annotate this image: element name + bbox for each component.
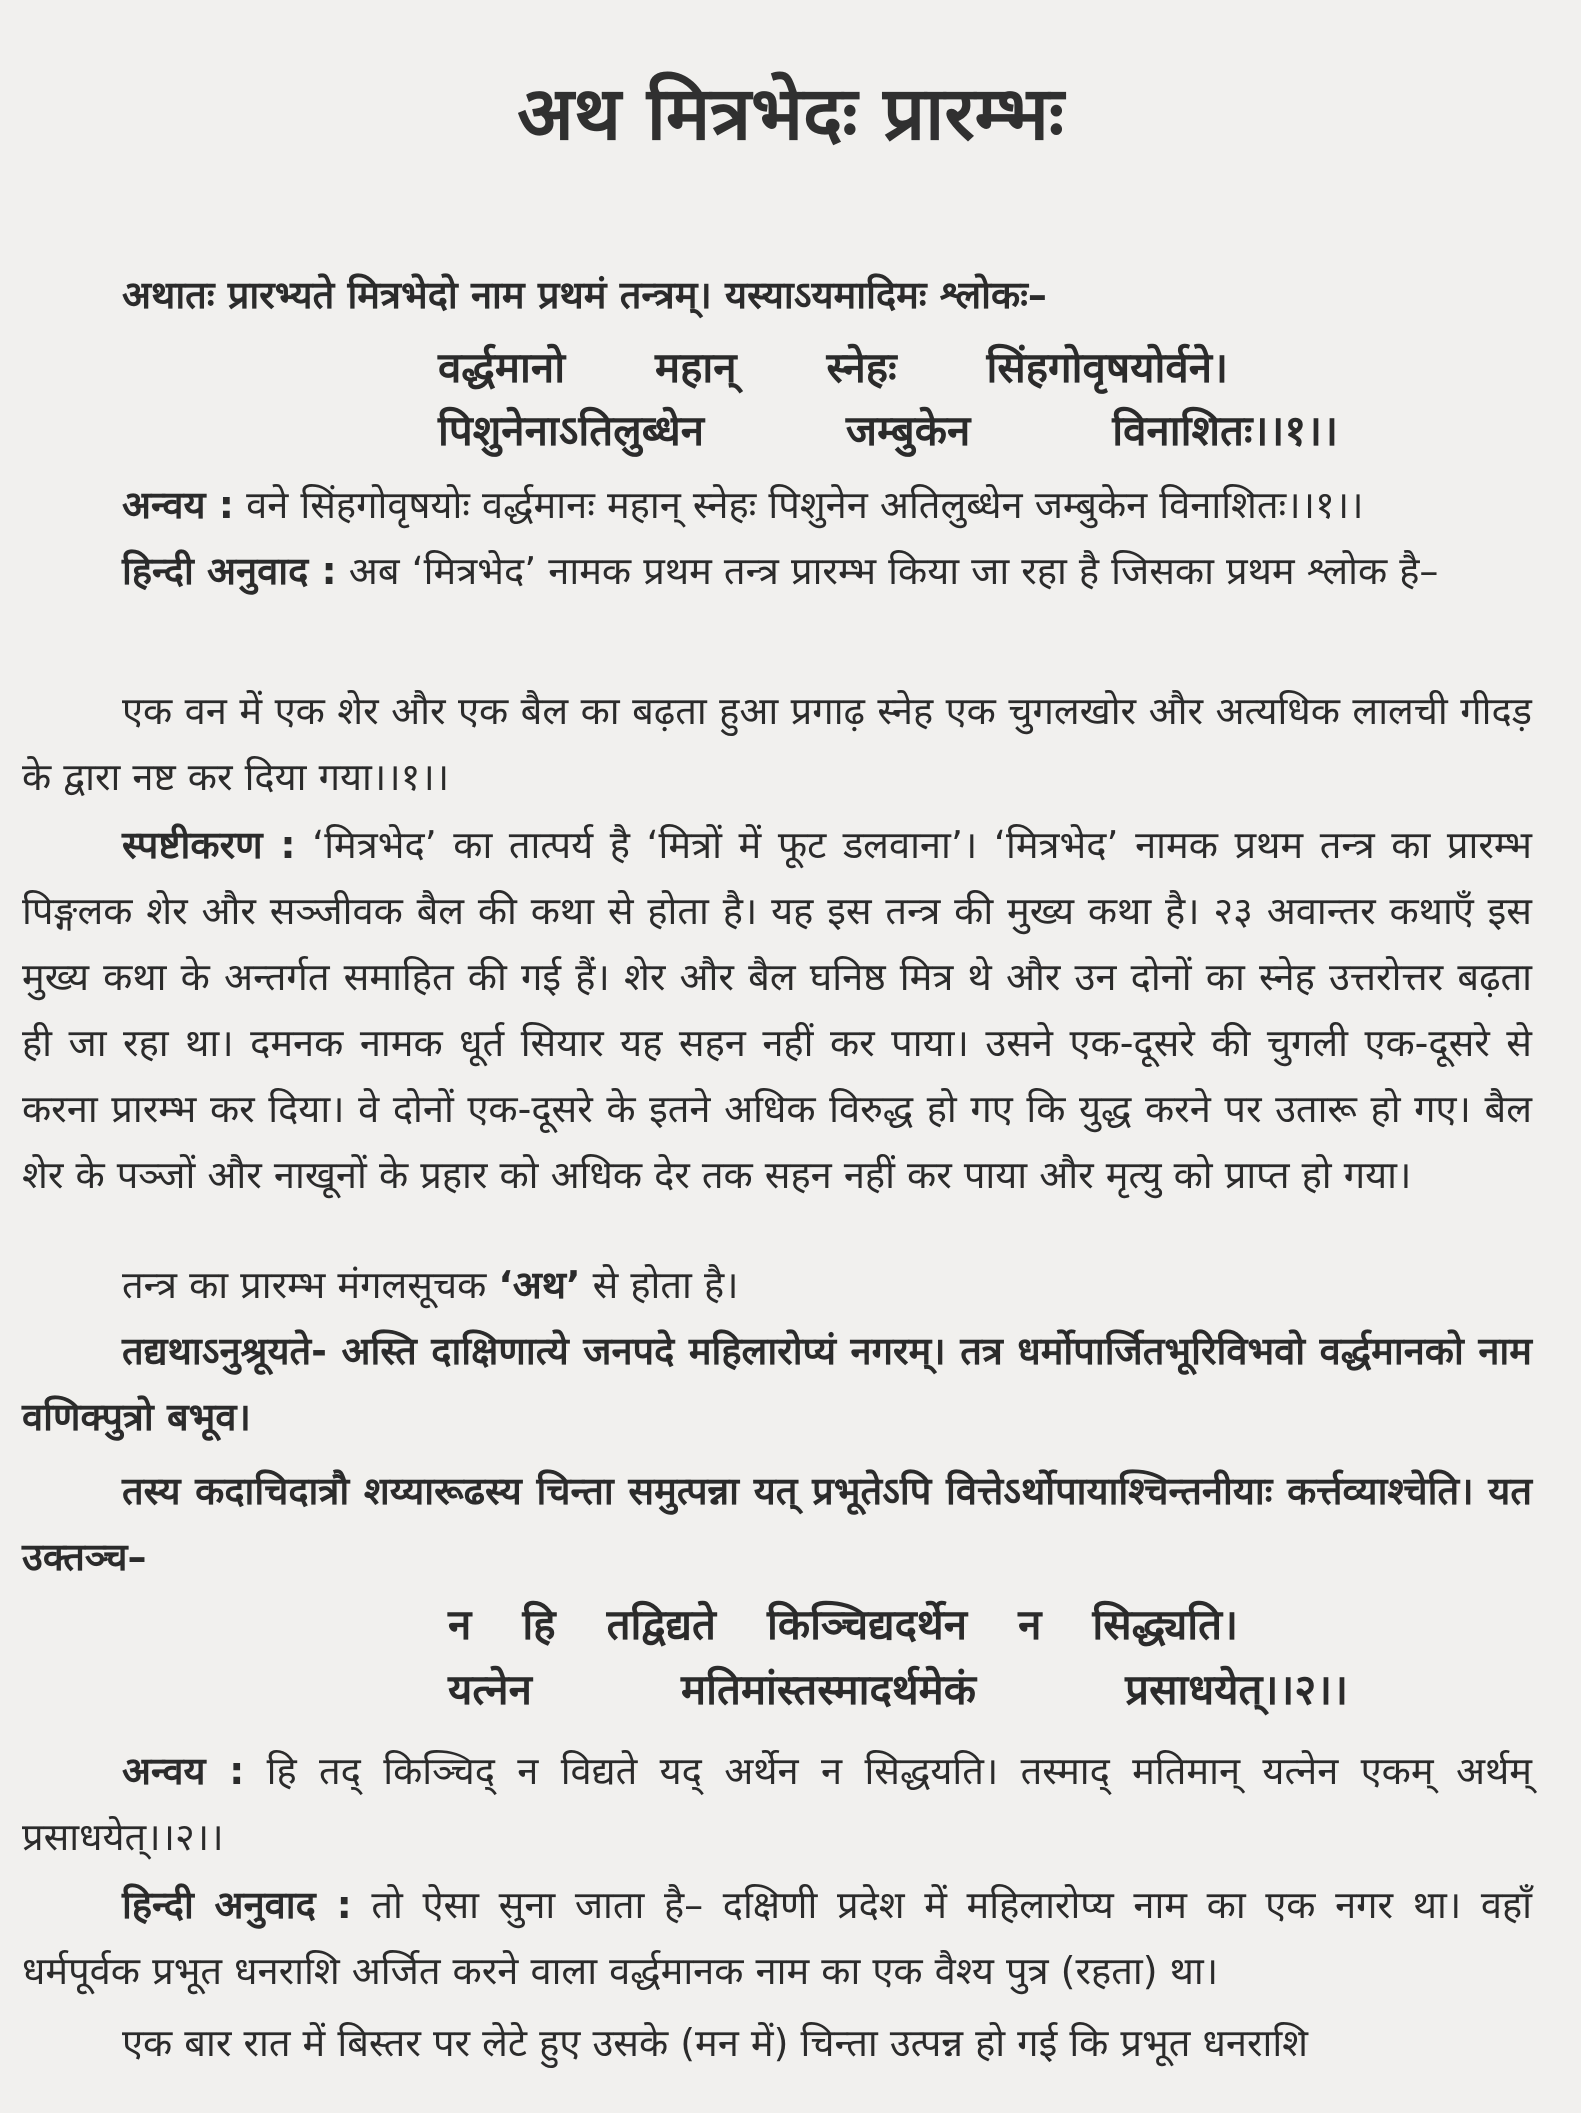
sanskrit-paragraph-1: तद्यथाऽनुश्रूयते- अस्ति दाक्षिणात्ये जनपदे महिलारोप्यं नगरम्। तत्र धर्मोपार्जितभूरिविभवो वर्द्धमानको नाम वणिक्पुत्रो बभूव। <box>22 1329 1532 1439</box>
anvaya-2 <box>22 1738 1532 1870</box>
sanskrit-paragraph-2: तस्य कदाचिदात्रौ शय्यारूढस्य चिन्ता समुत्पन्ना यत् प्रभूतेऽपि वित्तेऽर्थोपायाश्चिन्तनीयाः कर्त्तव्याश्चेति। यत उक्तञ्च– <box>22 1469 1532 1579</box>
chapter-title: अथ मित्रभेदः प्रारम्भः <box>517 71 1064 157</box>
anvaya-1-label: अन्वय : <box>122 483 234 527</box>
mangal-before: तन्त्र का प्रारम्भ मंगलसूचक <box>122 1263 499 1307</box>
verse-1-line-1: वर्द्धमानो महान् स्नेहः सिंहगोवृषयोर्वने। <box>438 343 1228 392</box>
verse-2-line-1: न हि तद्विद्यते किञ्चिद्यदर्थेन न सिद्ध्यति। <box>448 1600 1238 1649</box>
translation-paragraph-1: एक वन में एक शेर और एक बैल का बढ़ता हुआ प्रगाढ़ स्नेह एक चुगलखोर और अत्यधिक लालची गीदड़ के द्वारा नष्ट कर दिया गया।।१।। <box>22 689 1532 799</box>
hindi-translation-2-text: तो ऐसा सुना जाता है– दक्षिणी प्रदेश में महिलारोप्य नाम का एक नगर था। वहाँ धर्मपूर्वक प्रभूत धनराशि अर्जित करने वाला वर्द्धमानक नाम का एक वैश्य पुत्र (रहता) था। <box>22 1883 1532 1993</box>
hindi-translation-1 <box>22 538 1532 604</box>
mangal-word: ‘अथ’ <box>498 1263 581 1307</box>
hindi-translation-2-label: हिन्दी अनुवाद : <box>122 1883 352 1927</box>
mangal-after: से होता है। <box>580 1263 739 1307</box>
last-line: एक बार रात में बिस्तर पर लेटे हुए उसके (मन में) चिन्ता उत्पन्न हो गई कि प्रभूत धनराशि <box>122 2021 1309 2065</box>
mangal-line <box>22 1252 1532 1318</box>
verse-1-line-2: पिशुनेनाऽतिलुब्धेन जम्बुकेन विनाशितः।।१।। <box>438 406 1338 455</box>
anvaya-1 <box>22 472 1532 538</box>
anvaya-2-label: अन्वय : <box>122 1749 245 1793</box>
hindi-translation-1-label: हिन्दी अनुवाद : <box>122 549 337 593</box>
verse-2-line-2: यत्नेन मतिमांस्तस्मादर्थमेकं प्रसाधयेत्।।२।। <box>448 1665 1348 1714</box>
clarification-paragraph <box>22 812 1532 1208</box>
anvaya-2-text: हि तद् किञ्चिद् न विद्यते यद् अर्थेन न सिद्धयति। तस्माद् मतिमान् यत्नेन एकम् अर्थम् प्रसाधयेत्।।२।। <box>22 1749 1532 1859</box>
hindi-translation-2 <box>22 1872 1532 2004</box>
intro-sanskrit: अथातः प्रारभ्यते मित्रभेदो नाम प्रथमं तन्त्रम्। यस्याऽयमादिमः श्लोकः– <box>122 273 1047 317</box>
clarification-label: स्पष्टीकरण : <box>122 823 296 867</box>
anvaya-1-text: वने सिंहगोवृषयोः वर्द्धमानः महान् स्नेहः पिशुनेन अतिलुब्धेन जम्बुकेन विनाशितः।।१।। <box>234 483 1364 527</box>
clarification-text: ‘मित्रभेद’ का तात्पर्य है ‘मित्रों में फूट डलवाना’। ‘मित्रभेद’ नामक प्रथम तन्त्र का प्रारम्भ पिङ्गलक शेर और सञ्जीवक बैल की कथा से होता है। यह इस तन्त्र की मुख्य कथा है। २३ अवान्तर कथाएँ इस मुख्य कथा के अन्तर्गत समाहित की गई हैं। शेर और बैल घनिष्ठ मित्र थे और उन दोनों का स्नेह उत्तरोत्तर बढ़ता ही जा रहा था। दमनक नामक धूर्त सियार यह सहन नहीं कर पाया। उसने एक-दूसरे की चुगली एक-दूसरे से करना प्रारम्भ कर दिया। वे दोनों एक-दूसरे के इतने अधिक विरुद्ध हो गए कि युद्ध करने पर उतारू हो गए। बैल शेर के पञ्जों और नाखूनों के प्रहार को अधिक देर तक सहन नहीं कर पाया और मृत्यु को प्राप्त हो गया। <box>22 823 1532 1197</box>
hindi-translation-1-text: अब ‘मित्रभेद’ नामक प्रथम तन्त्र प्रारम्भ किया जा रहा है जिसका प्रथम श्लोक है– <box>336 549 1439 593</box>
